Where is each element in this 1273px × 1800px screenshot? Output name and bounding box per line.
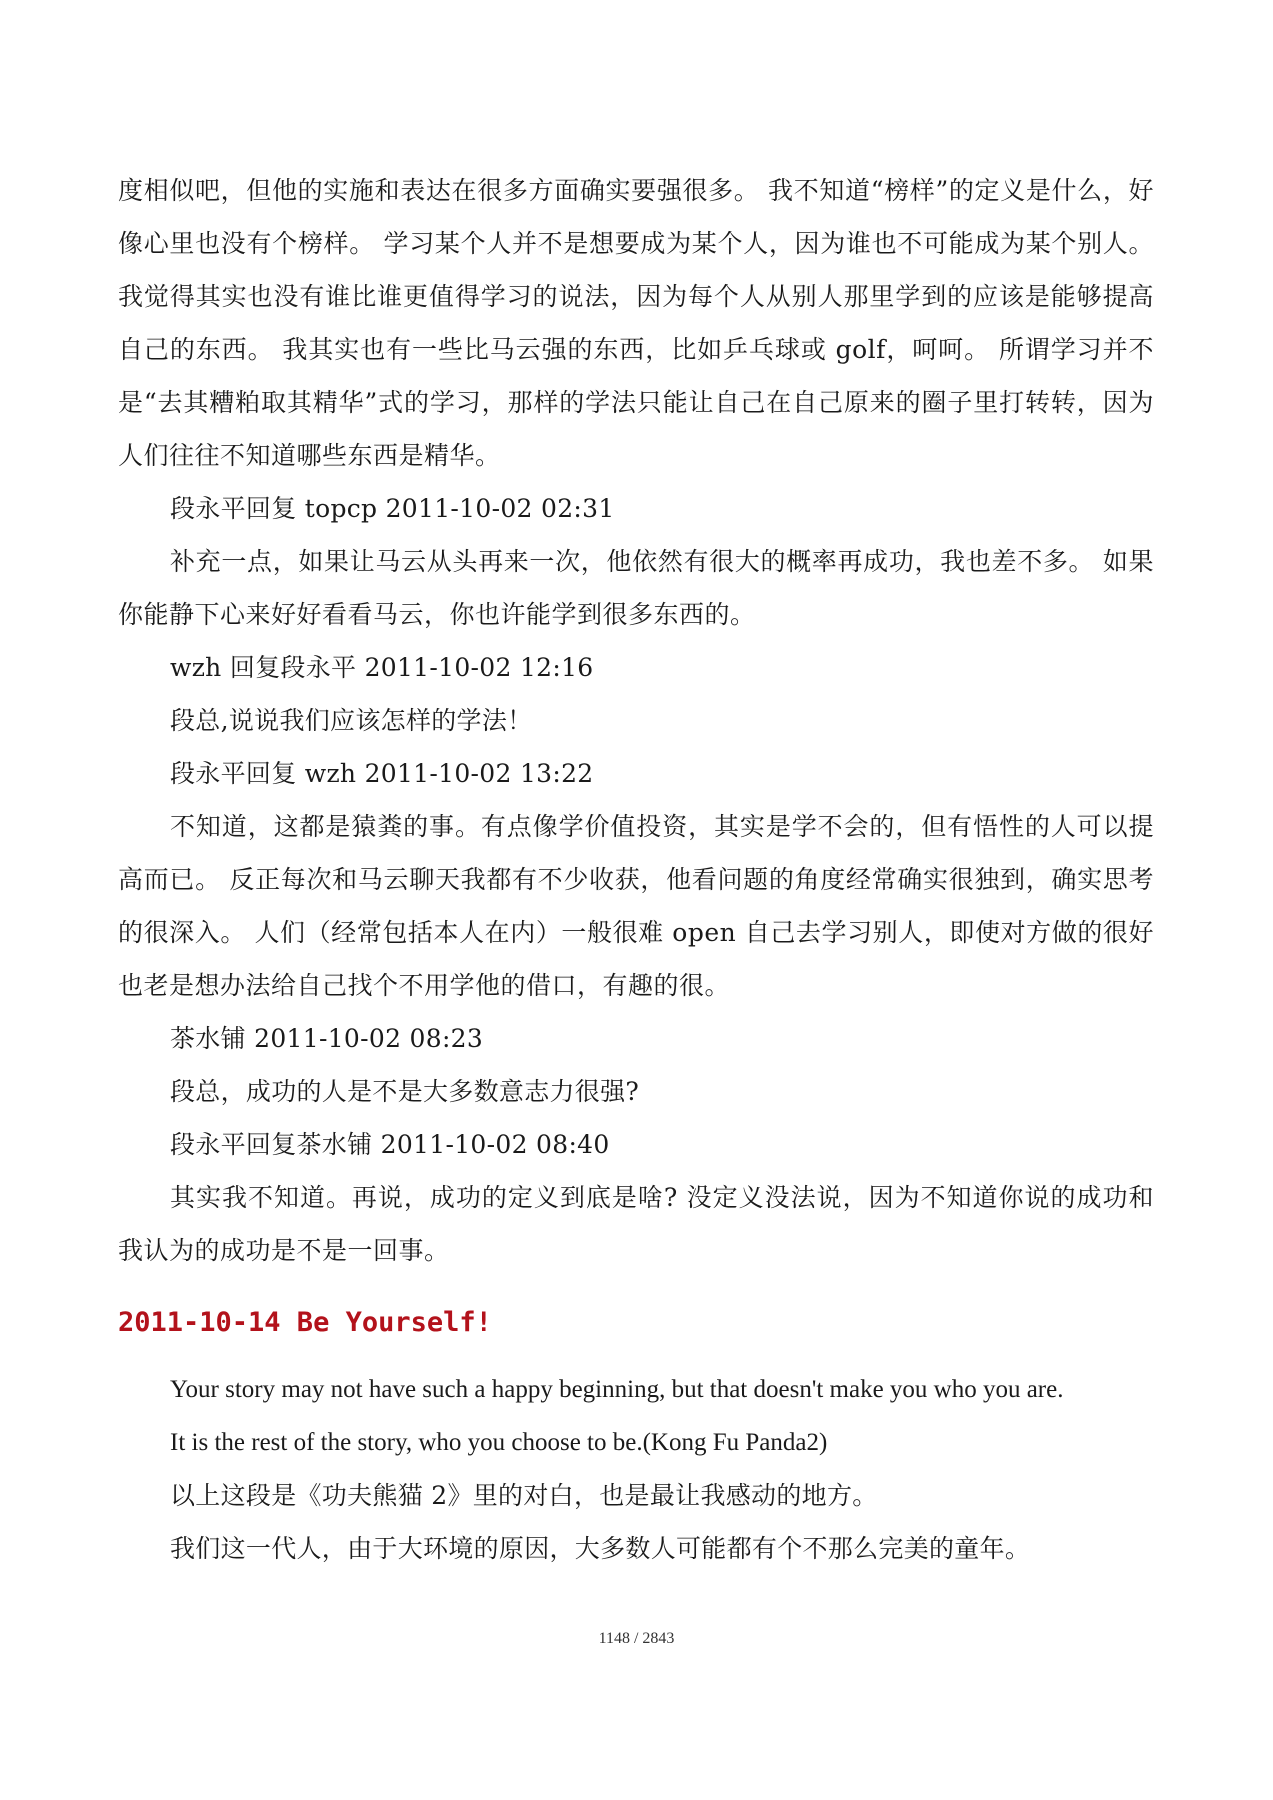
reply-header: 段永平回复 wzh 2011-10-02 13:22 — [170, 759, 594, 788]
reply-header: 段永平回复茶水铺 2011-10-02 08:40 — [170, 1130, 610, 1159]
body-paragraph: 段总,说说我们应该怎样的学法！ — [170, 706, 533, 735]
body-paragraph: 其实我不知道。再说，成功的定义到底是啥? 没定义没法说，因为不知道你说的成功和我认为的成功是不是一回事。 — [118, 1183, 1154, 1265]
section-heading: 2011-10-14 Be Yourself! — [118, 1307, 492, 1338]
body-paragraph: 段总，成功的人是不是大多数意志力很强? — [170, 1077, 640, 1106]
reply-header: wzh 回复段永平 2011-10-02 12:16 — [170, 653, 594, 682]
body-paragraph: 我们这一代人，由于大环境的原因，大多数人可能都有个不那么完美的童年。 — [170, 1534, 1031, 1563]
body-paragraph: 不知道，这都是猿粪的事。有点像学价值投资，其实是学不会的，但有悟性的人可以提高而已。 反正每次和马云聊天我都有不少收获，他看问题的角度经常确实很独到，确实思考的很深入。 人们（经常包括本人在内）一般很难 open 自己去学习别人，即使对方做的很好也老是想办法给自己找个不用学他的借口，有趣的很。 — [118, 812, 1154, 1000]
page-content — [118, 164, 1154, 1575]
quote-line: It is the rest of the story, who you choose to be.(Kong Fu Panda2) — [170, 1429, 828, 1456]
body-paragraph: 度相似吧，但他的实施和表达在很多方面确实要强很多。 我不知道“榜样”的定义是什么，好像心里也没有个榜样。 学习某个人并不是想要成为某个人，因为谁也不可能成为某个别人。 我觉得其实也没有谁比谁更值得学习的说法，因为每个人从别人那里学到的应该是能够提高自己的东西。 我其实也有一些比马云强的东西，比如乒乓球或 golf，呵呵。 所谓学习并不是“去其糟粕取其精华”式的学习，那样的学法只能让自己在自己原来的圈子里打转转，因为人们往往不知道哪些东西是精华。 — [118, 176, 1154, 470]
reply-header: 段永平回复 topcp 2011-10-02 02:31 — [170, 494, 615, 523]
body-paragraph: 以上这段是《功夫熊猫 2》里的对白，也是最让我感动的地方。 — [170, 1481, 878, 1510]
body-paragraph: 补充一点，如果让马云从头再来一次，他依然有很大的概率再成功，我也差不多。 如果你能静下心来好好看看马云，你也许能学到很多东西的。 — [118, 547, 1154, 629]
quote-line: Your story may not have such a happy beginning, but that doesn't make you who you are. — [170, 1376, 1064, 1403]
page-number: 1148 / 2843 — [598, 1630, 675, 1647]
reply-header: 茶水铺 2011-10-02 08:23 — [170, 1024, 484, 1053]
